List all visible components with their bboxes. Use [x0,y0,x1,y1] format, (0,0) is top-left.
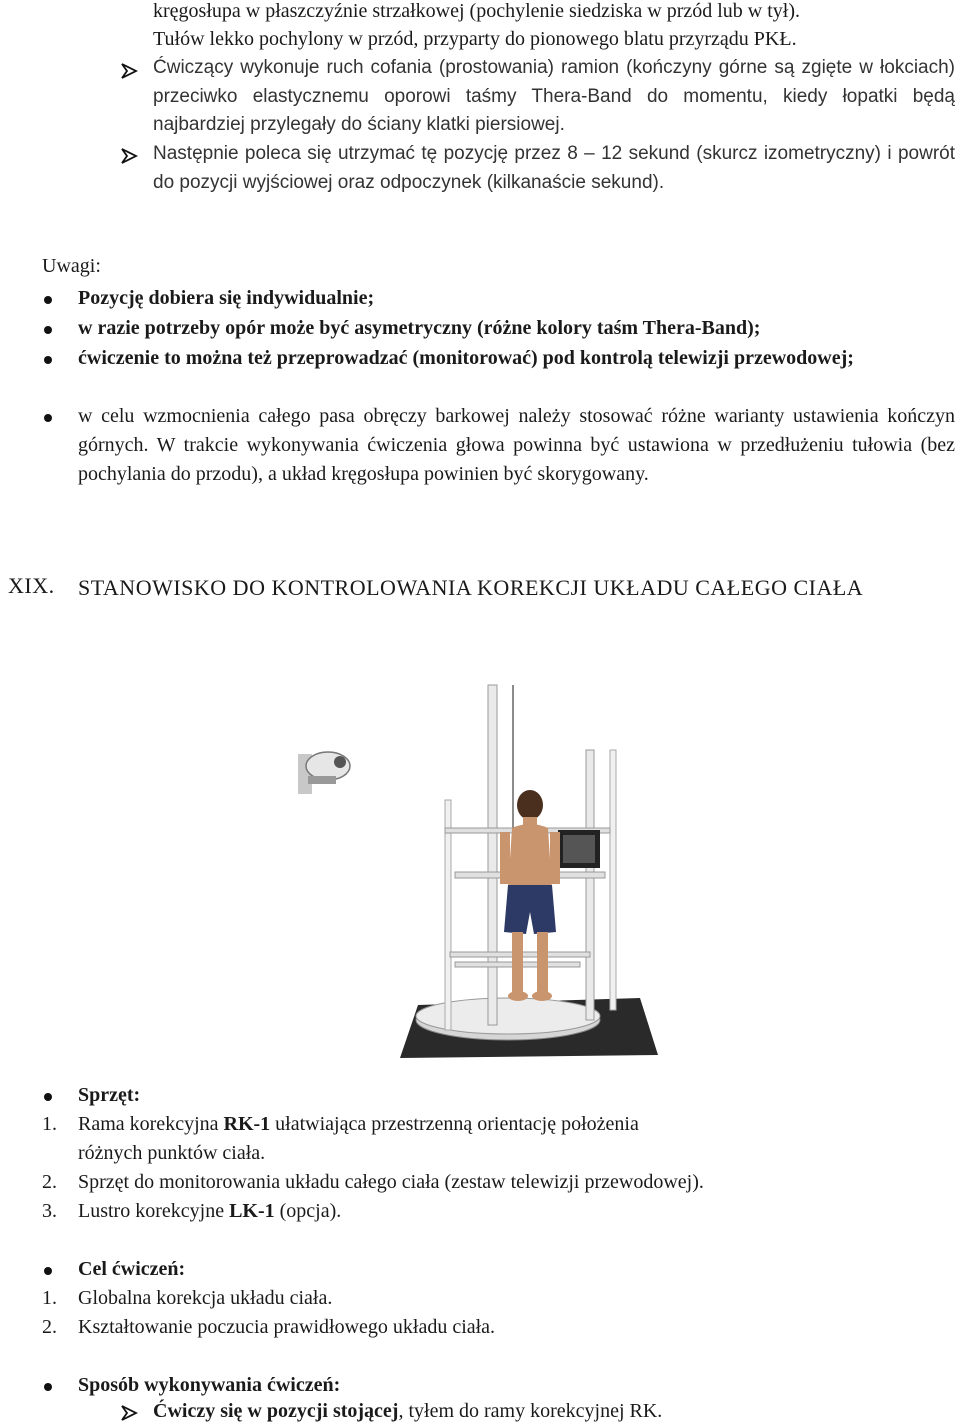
list-number: 3. [42,1200,57,1222]
bullet-icon [44,1383,52,1391]
method-title: Sposób wykonywania ćwiczeń: [78,1374,341,1396]
list-item: Rama korekcyjna RK-1 ułatwiająca przestrzenną orientację położenia różnych punktów ciała. [78,1113,639,1164]
list-item: w celu wzmocnienia całego pasa obręczy barkowej należy stosować różne warianty ustawienia kończyn górnych. W trakcie wykonywania ćwiczenia głowa powinna być ustawiona w przedłużeniu tułowia (bez pochylania do przodu), a układ kręgosłupa powinien być skorygowany. [78,405,955,485]
text-line: kręgosłupa w płaszczyźnie strzałkowej (pochylenie siedziska w przód lub w tył). [153,0,801,22]
list-item: Kształtowanie poczucia prawidłowego układu ciała. [78,1316,496,1338]
list-item: Ćwiczy się w pozycji stojącej, tyłem do ramy korekcyjnej RK. [153,1400,663,1422]
list-item: ćwiczenie to można też przeprowadzać (monitorować) pod kontrolą telewizji przewodowej; [78,347,854,369]
arrow-bullet-icon [120,1404,138,1422]
list-item: w razie potrzeby opór może być asymetryczny (różne kolory taśm Thera-Band); [78,317,761,339]
list-item: Globalna korekcja układu ciała. [78,1287,333,1309]
bullet-icon [44,1267,52,1275]
arrow-bullet-icon [120,147,138,165]
camera-icon [298,752,350,794]
list-item: Pozycję dobiera się indywidualnie; [78,287,375,309]
text-line: Tułów lekko pochylony w przód, przyparty do pionowego blatu przyrządu PKŁ. [153,28,797,50]
list-number: 2. [42,1171,57,1193]
bullet-icon [44,296,52,304]
list-item: Następnie poleca się utrzymać tę pozycję przez 8 – 12 sekund (skurcz izometryczny) i powrót do pozycji wyjściowej oraz odpoczynek (kilkanaście sekund). [153,143,955,193]
goals-title: Cel ćwiczeń: [78,1258,186,1280]
bullet-icon [44,414,52,422]
bullet-icon [44,356,52,364]
equipment-title: Sprzęt: [78,1084,141,1106]
list-item: Sprzęt do monitorowania układu całego ciała (zestaw telewizji przewodowej). [78,1171,704,1193]
bullet-icon [44,326,52,334]
list-item: Lustro korekcyjne LK-1 (opcja). [78,1200,342,1222]
arrow-bullet-icon [120,62,138,80]
section-title: STANOWISKO DO KONTROLOWANIA KOREKCJI UKŁADU CAŁEGO CIAŁA [78,575,864,600]
list-number: 1. [42,1113,57,1135]
list-item: Ćwiczący wykonuje ruch cofania (prostowania) ramion (kończyny górne są zgięte w łokciach) przeciwko elastycznemu oporowi taśmy Thera-Band do momentu, kiedy łopatki będą najbardziej przylegały do ściany klatki piersiowej. [153,57,955,135]
section-number: XIX. [8,573,55,598]
list-number: 2. [42,1316,57,1338]
bullet-icon [44,1093,52,1101]
list-number: 1. [42,1287,57,1309]
notes-title: Uwagi: [42,255,101,277]
correction-frame-illustration [290,680,670,1080]
